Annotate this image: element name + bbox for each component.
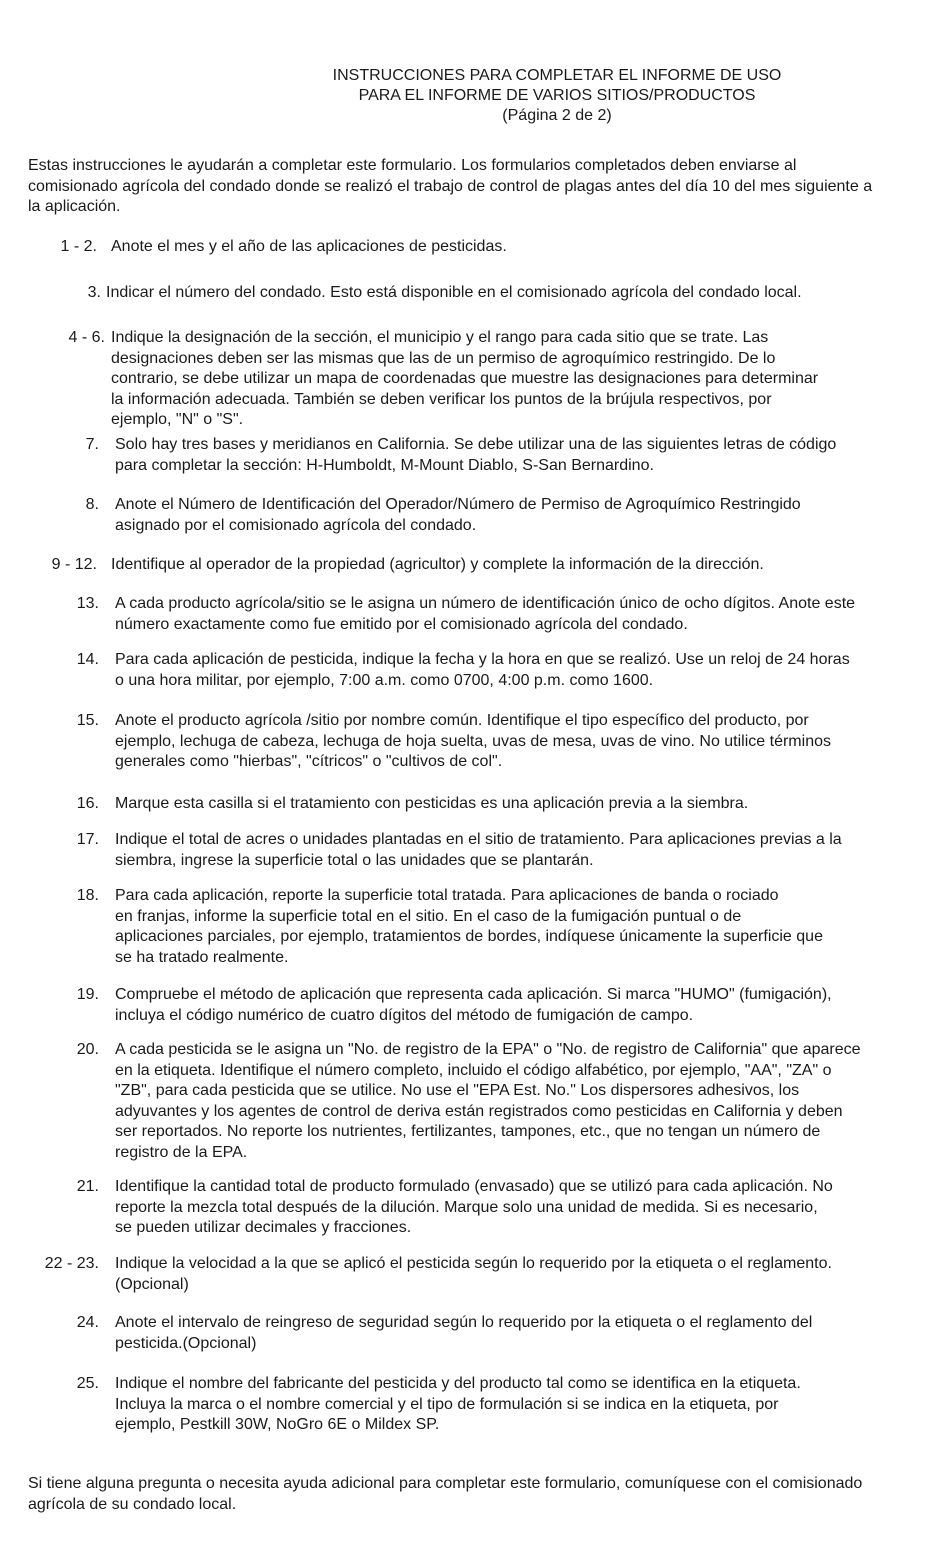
instruction-text bbox=[115, 1177, 833, 1239]
instruction-text bbox=[115, 435, 836, 476]
instruction-text bbox=[115, 594, 855, 635]
instruction-number: 8. bbox=[85, 496, 99, 513]
instruction-line: pesticida.(Opcional) bbox=[115, 1334, 257, 1352]
instruction-number: 21. bbox=[76, 1178, 99, 1195]
instruction-number: 7. bbox=[85, 436, 99, 453]
instruction-line: ser reportados. No reporte los nutrientes, fertilizantes, tampones, etc., que no tengan un número de bbox=[115, 1123, 821, 1140]
instruction-number: 20. bbox=[76, 1041, 99, 1058]
instruction-line: la información adecuada. También se deben verificar los puntos de la brújula respectivos, por bbox=[111, 390, 772, 408]
instruction-line: Para cada aplicación de pesticida, indique la fecha y la hora en que se realizó. Use un reloj de 24 horas bbox=[115, 651, 850, 668]
instruction-line: Indique la velocidad a la que se aplicó el pesticida según lo requerido por la etiqueta o el reglamento. bbox=[115, 1255, 832, 1272]
instruction-text bbox=[115, 711, 831, 773]
instruction-text bbox=[115, 495, 801, 536]
instruction-text bbox=[115, 985, 832, 1026]
title-line-2: PARA EL INFORME DE VARIOS SITIOS/PRODUCTOS bbox=[358, 87, 756, 104]
instruction-line: A cada producto agrícola/sitio se le asigna un número de identificación único de ocho dígitos. Anote este bbox=[115, 595, 856, 612]
instruction-line: se ha tratado realmente. bbox=[115, 948, 289, 966]
instruction-number: 3. bbox=[87, 284, 101, 301]
instruction-line: siembra, ingrese la superficie total o las unidades que se plantarán. bbox=[115, 851, 594, 869]
instruction-text bbox=[111, 237, 507, 258]
instruction-text bbox=[106, 283, 802, 304]
instruction-line: Anote el producto agrícola /sitio por nombre común. Identifique el tipo específico del producto, por bbox=[115, 712, 809, 729]
instruction-number: 19. bbox=[76, 986, 99, 1003]
instruction-text bbox=[115, 830, 842, 871]
instruction-number: 16. bbox=[76, 795, 99, 812]
instruction-line: en la etiqueta. Identifique el número completo, incluido el código alfabético, por ejemplo, "AA", "ZA" o bbox=[115, 1061, 832, 1079]
instruction-line: reporte la mezcla total después de la dilución. Marque solo una unidad de medida. Si es necesario, bbox=[115, 1198, 818, 1216]
instruction-number: 25. bbox=[76, 1375, 99, 1392]
instruction-number: 9 - 12. bbox=[51, 556, 97, 573]
instruction-line: ejemplo, "N" o "S". bbox=[111, 411, 244, 428]
instruction-line: Marque esta casilla si el tratamiento con pesticidas es una aplicación previa a la siembra. bbox=[115, 795, 749, 812]
instruction-line: Indicar el número del condado. Esto está disponible en el comisionado agrícola del condado local. bbox=[106, 284, 802, 301]
instruction-line: ejemplo, Pestkill 30W, NoGro 6E o Mildex SP. bbox=[115, 1416, 440, 1433]
closing-line-2: agrícola de su condado local. bbox=[28, 1495, 237, 1513]
instruction-number: 15. bbox=[76, 712, 99, 729]
instruction-line: Para cada aplicación, reporte la superficie total tratada. Para aplicaciones de banda o rociado bbox=[115, 887, 779, 904]
instruction-line: Anote el mes y el año de las aplicaciones de pesticidas. bbox=[111, 238, 507, 255]
instruction-line: ejemplo, lechuga de cabeza, lechuga de hoja suelta, uvas de mesa, uvas de vino. No utilice términos bbox=[115, 732, 831, 750]
instruction-line: Incluya la marca o el nombre comercial y el tipo de formulación si se indica en la etiqueta, por bbox=[115, 1395, 779, 1413]
instruction-text bbox=[111, 555, 764, 576]
title-line-1: INSTRUCCIONES PARA COMPLETAR EL INFORME DE USO bbox=[332, 67, 782, 84]
instruction-text bbox=[115, 1040, 861, 1163]
instruction-line: registro de la EPA. bbox=[115, 1143, 248, 1161]
instruction-line: Anote el Número de Identificación del Operador/Número de Permiso de Agroquímico Restringido bbox=[115, 496, 801, 513]
intro-line-2: comisionado agrícola del condado donde se realizó el trabajo de control de plagas antes del día 10 del mes siguiente a bbox=[28, 177, 873, 195]
instruction-number: 14. bbox=[76, 651, 99, 668]
instruction-line: designaciones deben ser las mismas que las de un permiso de agroquímico restringido. De lo bbox=[111, 349, 776, 367]
instruction-number: 4 - 6. bbox=[68, 329, 105, 346]
instruction-line: adyuvantes y los agentes de control de deriva están registrados como pesticidas en California y deben bbox=[115, 1102, 843, 1120]
instruction-number: 18. bbox=[76, 887, 99, 904]
intro-paragraph bbox=[28, 156, 938, 218]
instruction-text bbox=[115, 886, 823, 968]
instruction-line: "ZB", para cada pesticida que se utilice. No use el "EPA Est. No." Los dispersores adhesivos, los bbox=[115, 1082, 800, 1099]
instruction-number: 22 - 23. bbox=[44, 1255, 99, 1272]
intro-line-3: la aplicación. bbox=[28, 198, 121, 215]
instruction-line: contrario, se debe utilizar un mapa de coordenadas que muestre las designaciones para determinar bbox=[111, 370, 819, 387]
instruction-line: incluya el código numérico de cuatro dígitos del método de fumigación de campo. bbox=[115, 1006, 694, 1024]
instruction-line: Identifique al operador de la propiedad (agricultor) y complete la información de la dirección. bbox=[111, 556, 764, 573]
instruction-line: se pueden utilizar decimales y fracciones. bbox=[115, 1219, 412, 1236]
instruction-line: A cada pesticida se le asigna un "No. de registro de la EPA" o "No. de registro de California" que aparece bbox=[115, 1041, 861, 1058]
closing-paragraph bbox=[28, 1474, 928, 1515]
instruction-text bbox=[115, 1374, 801, 1436]
instruction-line: (Opcional) bbox=[115, 1275, 189, 1293]
instruction-line: en franjas, informe la superficie total en el sitio. En el caso de la fumigación puntual o de bbox=[115, 907, 742, 925]
instruction-line: número exactamente como fue emitido por el comisionado agrícola del condado. bbox=[115, 615, 688, 633]
instruction-line: generales como "hierbas", "cítricos" o "cultivos de col". bbox=[115, 753, 503, 770]
instruction-line: Identifique la cantidad total de producto formulado (envasado) que se utilizó para cada aplicación. No bbox=[115, 1178, 833, 1195]
instruction-text bbox=[115, 650, 850, 691]
instruction-line: aplicaciones parciales, por ejemplo, tratamientos de bordes, indíquese únicamente la superficie que bbox=[115, 928, 823, 945]
instruction-line: Indique el total de acres o unidades plantadas en el sitio de tratamiento. Para aplicaciones previas a la bbox=[115, 831, 842, 848]
instruction-line: Anote el intervalo de reingreso de seguridad según lo requerido por la etiqueta o el reglamento del bbox=[115, 1314, 813, 1331]
instruction-line: asignado por el comisionado agrícola del condado. bbox=[115, 516, 477, 534]
instruction-number: 1 - 2. bbox=[60, 238, 97, 255]
title-page-indicator: (Página 2 de 2) bbox=[502, 107, 612, 124]
instruction-text bbox=[111, 328, 818, 431]
instruction-text bbox=[115, 1254, 832, 1295]
document-title bbox=[0, 66, 950, 126]
closing-line-1: Si tiene alguna pregunta o necesita ayuda adicional para completar este formulario, comuníquese con el comisionado bbox=[28, 1475, 863, 1492]
intro-line-1: Estas instrucciones le ayudarán a completar este formulario. Los formularios completados deben enviarse al bbox=[28, 157, 797, 174]
instruction-text bbox=[115, 794, 748, 815]
instruction-number: 17. bbox=[76, 831, 99, 848]
instruction-line: Indique la designación de la sección, el municipio y el rango para cada sitio que se trate. Las bbox=[111, 329, 769, 346]
instruction-text bbox=[115, 1313, 812, 1354]
instruction-line: Compruebe el método de aplicación que representa cada aplicación. Si marca "HUMO" (fumigación), bbox=[115, 986, 832, 1003]
instruction-line: Indique el nombre del fabricante del pesticida y del producto tal como se identifica en la etiqueta. bbox=[115, 1375, 801, 1392]
instruction-line: para completar la sección: H-Humboldt, M-Mount Diablo, S-San Bernardino. bbox=[115, 456, 654, 474]
instruction-line: o una hora militar, por ejemplo, 7:00 a.m. como 0700, 4:00 p.m. como 1600. bbox=[115, 671, 654, 689]
instruction-number: 13. bbox=[76, 595, 99, 612]
instruction-number: 24. bbox=[76, 1314, 99, 1331]
instruction-line: Solo hay tres bases y meridianos en California. Se debe utilizar una de las siguientes letras de código bbox=[115, 436, 837, 453]
